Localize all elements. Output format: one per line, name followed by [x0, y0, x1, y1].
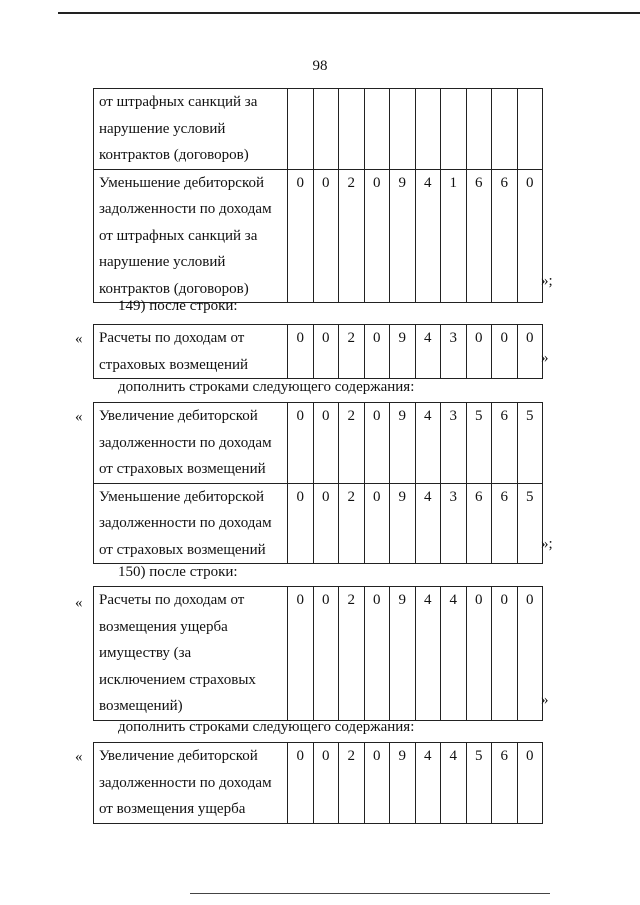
code-digit-cell: 9 [390, 483, 416, 564]
description-line: контрактов (договоров) [99, 147, 249, 163]
description-line: от страховых возмещений [99, 541, 266, 558]
row-description [94, 587, 288, 721]
description-line: Уменьшение дебиторской [99, 174, 265, 191]
code-digit-cell: 1 [441, 169, 467, 303]
code-digit-cell: 0 [492, 587, 518, 721]
code-digit-cell: 5 [466, 403, 492, 484]
bottom-border-line [190, 893, 550, 894]
description-line: от штрафных санкций за [99, 227, 258, 244]
row-description [94, 325, 288, 379]
description-line: Увеличение дебиторской [99, 408, 258, 424]
code-digit-cell [517, 89, 543, 170]
section-150-add-text: дополнить строками следующего содержания: [118, 719, 415, 735]
closing-quote-d: » [541, 692, 549, 708]
code-digit-cell [415, 89, 441, 170]
code-digit-cell: 6 [492, 169, 518, 303]
description-line: задолженности по доходам [99, 774, 272, 791]
code-digit-cell: 9 [390, 169, 416, 303]
code-digit-cell: 2 [339, 743, 365, 824]
opening-quote-d: « [75, 595, 83, 611]
section-149-intro: 149) после строки: [118, 298, 238, 314]
row-description [94, 743, 288, 824]
code-digit-cell: 0 [313, 403, 339, 484]
description-line: Увеличение дебиторской [99, 748, 258, 764]
code-digit-cell: 0 [313, 587, 339, 721]
description-line: исключением страховых [99, 671, 256, 688]
code-digit-cell: 0 [288, 743, 314, 824]
code-digit-cell [339, 89, 365, 170]
description-line: Расчеты по доходам от [99, 592, 245, 608]
code-table-a [93, 88, 543, 303]
code-digit-cell: 9 [390, 325, 416, 379]
code-digit-cell: 0 [517, 743, 543, 824]
code-digit-cell [313, 89, 339, 170]
description-line: задолженности по доходам [99, 515, 272, 531]
code-digit-cell: 0 [288, 169, 314, 303]
code-digit-cell: 6 [492, 403, 518, 484]
code-digit-cell: 2 [339, 403, 365, 484]
code-digit-cell: 4 [415, 169, 441, 303]
code-digit-cell: 5 [517, 483, 543, 564]
code-digit-cell: 2 [339, 483, 365, 564]
table-row [94, 169, 543, 303]
table-row [94, 483, 543, 564]
code-table-d [93, 586, 543, 721]
description-line: Уменьшение дебиторской [99, 488, 265, 505]
row-description [94, 483, 288, 564]
description-line: нарушение условий [99, 120, 226, 137]
code-digit-cell: 0 [364, 169, 390, 303]
description-line: возмещения ущерба [99, 618, 228, 635]
code-digit-cell: 0 [288, 403, 314, 484]
code-digit-cell: 0 [364, 403, 390, 484]
code-digit-cell: 0 [517, 587, 543, 721]
code-digit-cell [288, 89, 314, 170]
code-digit-cell: 4 [441, 587, 467, 721]
code-digit-cell: 2 [339, 169, 365, 303]
opening-quote-b: « [75, 331, 83, 347]
code-table-b [93, 324, 543, 379]
code-digit-cell: 4 [415, 587, 441, 721]
row-description [94, 169, 288, 303]
code-digit-cell: 0 [288, 587, 314, 721]
code-digit-cell: 4 [441, 743, 467, 824]
description-line: от штрафных санкций за [99, 94, 258, 110]
description-line: контрактов (договоров) [99, 280, 249, 297]
code-digit-cell: 6 [466, 169, 492, 303]
code-digit-cell: 0 [517, 169, 543, 303]
code-digit-cell: 0 [466, 325, 492, 379]
description-line: Расчеты по доходам от [99, 330, 245, 346]
code-digit-cell [390, 89, 416, 170]
code-digit-cell: 3 [441, 483, 467, 564]
page-number: 98 [312, 58, 328, 74]
code-digit-cell: 6 [492, 743, 518, 824]
code-digit-cell: 0 [364, 325, 390, 379]
code-digit-cell: 0 [313, 483, 339, 564]
code-digit-cell: 9 [390, 743, 416, 824]
description-line: задолженности по доходам [99, 434, 272, 451]
code-digit-cell: 4 [415, 483, 441, 564]
code-digit-cell: 5 [466, 743, 492, 824]
table-row [94, 403, 543, 484]
code-digit-cell: 9 [390, 403, 416, 484]
table-row [94, 325, 543, 379]
code-digit-cell: 4 [415, 325, 441, 379]
code-digit-cell: 6 [466, 483, 492, 564]
opening-quote-e: « [75, 749, 83, 765]
description-line: от страховых возмещений [99, 461, 266, 477]
code-digit-cell [466, 89, 492, 170]
code-table-e [93, 742, 543, 824]
code-digit-cell: 0 [364, 587, 390, 721]
code-digit-cell: 4 [415, 743, 441, 824]
code-digit-cell: 0 [517, 325, 543, 379]
closing-quote-c: »; [541, 536, 553, 552]
section-150-intro: 150) после строки: [118, 564, 238, 580]
code-digit-cell: 5 [517, 403, 543, 484]
code-digit-cell: 9 [390, 587, 416, 721]
code-digit-cell: 3 [441, 403, 467, 484]
description-line: страховых возмещений [99, 356, 249, 373]
code-digit-cell: 6 [492, 483, 518, 564]
description-line: нарушение условий [99, 254, 226, 270]
description-line: имуществу (за [99, 645, 192, 661]
top-border-line [58, 12, 640, 14]
table-row [94, 743, 543, 824]
closing-quote-b: » [541, 350, 549, 366]
code-table-c [93, 402, 543, 564]
table-row [94, 587, 543, 721]
code-digit-cell [364, 89, 390, 170]
code-digit-cell: 0 [313, 743, 339, 824]
code-digit-cell: 0 [313, 325, 339, 379]
row-description [94, 89, 288, 170]
code-digit-cell: 0 [466, 587, 492, 721]
closing-quote-a: »; [541, 273, 553, 289]
code-digit-cell [441, 89, 467, 170]
description-line: от возмещения ущерба [99, 801, 246, 817]
description-line: задолженности по доходам [99, 201, 272, 217]
row-description [94, 403, 288, 484]
opening-quote-c: « [75, 409, 83, 425]
code-digit-cell: 0 [364, 483, 390, 564]
code-digit-cell: 0 [288, 325, 314, 379]
section-149-add-text: дополнить строками следующего содержания: [118, 379, 415, 395]
code-digit-cell: 0 [288, 483, 314, 564]
code-digit-cell: 3 [441, 325, 467, 379]
description-line: возмещений) [99, 698, 183, 714]
code-digit-cell: 4 [415, 403, 441, 484]
code-digit-cell: 2 [339, 325, 365, 379]
code-digit-cell [492, 89, 518, 170]
code-digit-cell: 2 [339, 587, 365, 721]
code-digit-cell: 0 [313, 169, 339, 303]
code-digit-cell: 0 [492, 325, 518, 379]
table-row [94, 89, 543, 170]
code-digit-cell: 0 [364, 743, 390, 824]
